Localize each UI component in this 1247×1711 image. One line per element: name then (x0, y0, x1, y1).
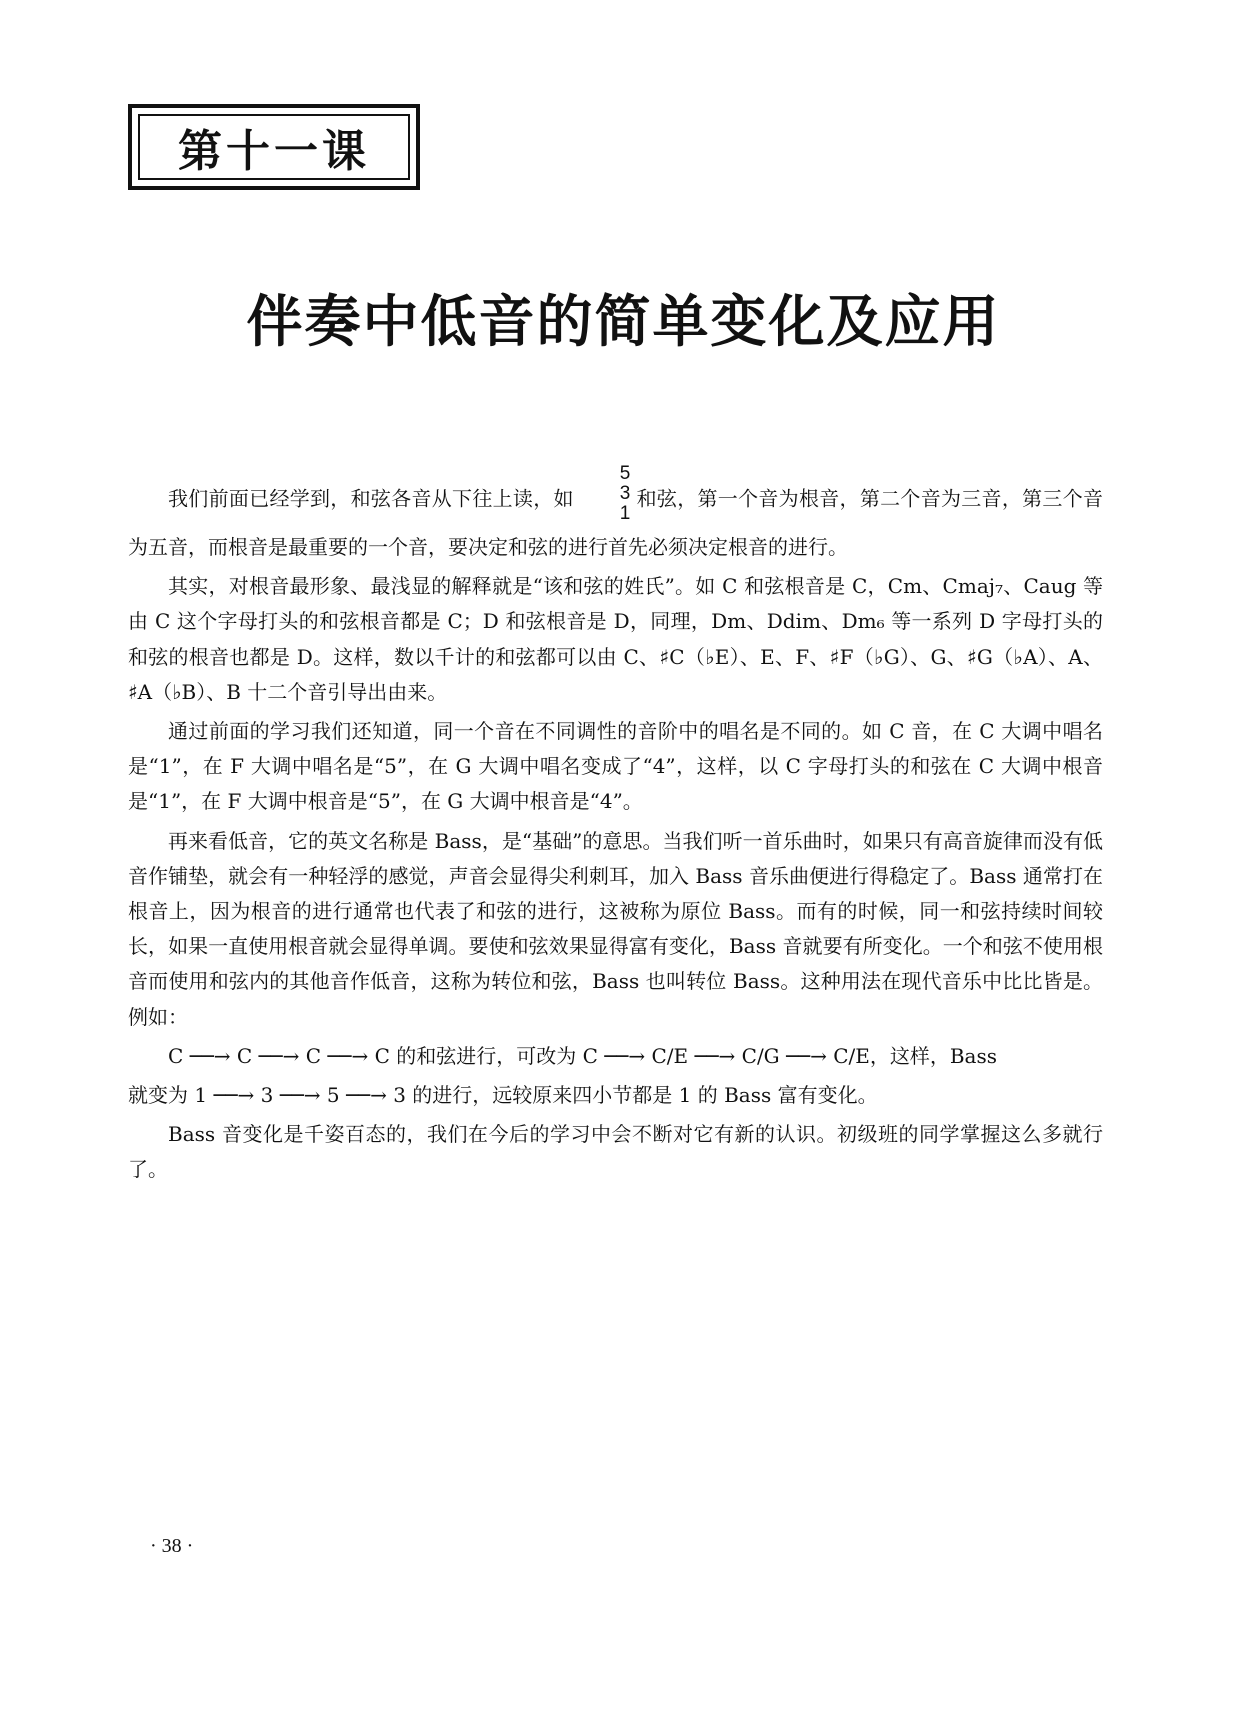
paragraph-4: 再来看低音，它的英文名称是 Bass，是“基础”的意思。当我们听一首乐曲时，如果只有高音旋律而没有低音作铺垫，就会有一种轻浮的感觉，声音会显得尖利刺耳，加入 Bass 音乐曲便进行得稳定了。Bass 通常打在根音上，因为根音的进行通常也代表了和弦的进行，这被称为原位 Bass。而有的时候，同一和弦持续时间较长，如果一直使用根音就会显得单调。要使和弦效果显得富有变化，Bass 音就要有所变化。一个和弦不使用根音而使用和弦内的其他音作低音，这称为转位和弦，Bass 也叫转位 Bass。这种用法在现代音乐中比比皆是。例如： (128, 828, 1103, 1029)
lesson-label: 第十一课 (178, 126, 370, 177)
paragraph-3: 通过前面的学习我们还知道，同一个音在不同调性的音阶中的唱名是不同的。如 C 音，在 C 大调中唱名是“1”，在 F 大调中唱名是“5”，在 G 大调中唱名变成了“4”，这样，以 C 字母打头的和弦在 C 大调中根音是“1”，在 F 大调中根音是“5”，在 G 大调中根音是“4”。 (128, 719, 1103, 814)
chord-stack (580, 464, 631, 524)
chapter-title: 伴奏中低音的简单变化及应用 (246, 289, 1001, 355)
chord-stack-mid: 3 (619, 483, 631, 504)
chord-stack-top: 5 (619, 463, 631, 484)
paragraph-5-chord-progression: C ──→ C ──→ C ──→ C 的和弦进行，可改为 C ──→ C/E ──→ C/G ──→ C/E，这样，Bass (168, 1043, 998, 1068)
paragraph-6-bass-progression: 就变为 1 ──→ 3 ──→ 5 ──→ 3 的进行，远较原来四小节都是 1 的 Bass 富有变化。 (128, 1083, 878, 1108)
paragraph-1-before: 我们前面已经学到，和弦各音从下往上读，如 (168, 486, 574, 511)
paragraph-1-after: 和弦，第一个音为根音，第二个音为三音，第三个音为五音，而根音是最重要的一个音，要决定和弦的进行首先必须决定根音的进行。 (128, 486, 1104, 559)
lesson-label-inner-border (138, 114, 410, 180)
paragraph-7: Bass 音变化是千姿百态的，我们在今后的学习中会不断对它有新的认识。初级班的同学掌握这么多就行了。 (128, 1122, 1103, 1182)
chord-stack-bottom: 1 (619, 503, 631, 524)
paragraph-1 (128, 463, 1104, 565)
body-text (128, 463, 1104, 1192)
lesson-label-box (128, 104, 420, 190)
page-number: · 38 · (150, 1535, 194, 1557)
paragraph-2: 其实，对根音最形象、最浅显的解释就是“该和弦的姓氏”。如 C 和弦根音是 C，Cm、Cmaj₇、Caug 等由 C 这个字母打头的和弦根音都是 C；D 和弦根音是 D，同理，Dm、Ddim、Dm₆ 等一系列 D 字母打头的和弦的根音也都是 D。这样，数以千计的和弦都可以由 C、♯C（♭E）、E、F、♯F（♭G）、G、♯G（♭A）、A、♯A（♭B）、B 十二个音引导出由来。 (128, 574, 1103, 704)
